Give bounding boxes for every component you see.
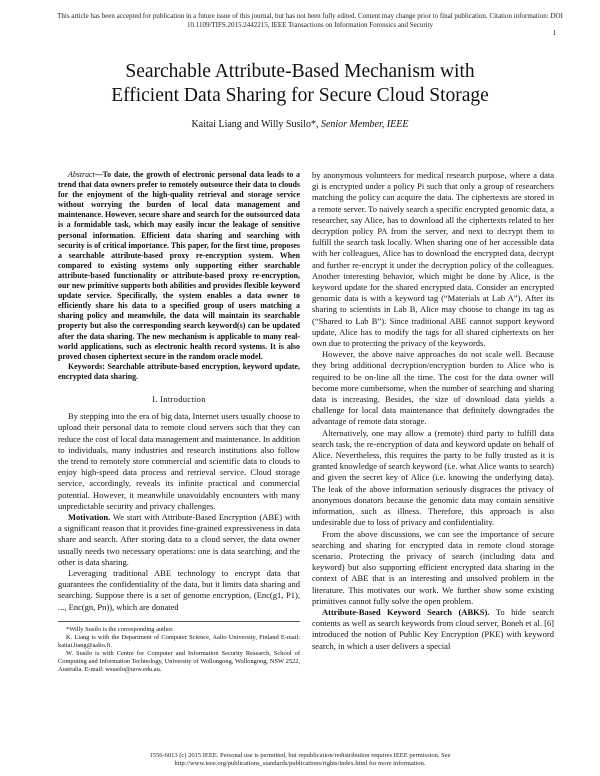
right-column [312, 170, 554, 652]
right-paragraph-2: However, the above naive approaches do not scale well. Because they bring additional decryption/encryption burden to Alice who is required to be on-line all the time. The cost for the data owner will become more cumbersome, when the number of searching and sharing data is increasing. Besides, the size of download data yields a challenge for local data maintenance that definitely downgrades the advantage of remote data storage. [312, 349, 554, 427]
author-line [40, 119, 560, 130]
footer-line-1: 1556-6013 (c) 2015 IEEE. Personal use is permitted, but republication/redistribution requires IEEE permission. See [149, 752, 451, 759]
footnote-liang: K. Liang is with the Department of Computer Science, Aalto University, Finland E-mail: kaitai.liang@aalto.fi. [58, 633, 300, 649]
keywords [58, 362, 300, 382]
motivation-label: Motivation. [68, 512, 111, 522]
left-column [58, 170, 300, 674]
page-number: 1 [552, 29, 556, 37]
author-membership: Senior Member, IEEE [320, 119, 409, 130]
paper-title [40, 60, 560, 108]
footnote-susilo: W. Susilo is with Centre for Computer and Information Security Research, School of Computing and Information Technology, University of Wollongong, Wollongong, NSW 2522, Australia. E-mail: wsusilo@uow.edu.au. [58, 649, 300, 673]
right-paragraph-4: From the above discussions, we can see the importance of secure searching and sharing for encrypted data in remote cloud storage scenario. Protecting the privacy of search (including data and keyword) but also supporting efficient encrypted data sharing in the context of ABE that is an interesting and unsolved problem in the literature. This motivates our work. We further show some existing primitives cannot fully solve the open problem. [312, 528, 554, 606]
abstract-text: —To date, the growth of electronic personal data leads to a trend that data owners prefer to remotely outsource their data to clouds for the enjoyment of the high-quality retrieval and storage service without worrying the burden of local data management and maintenance. However, secure share and search for the outsourced data is a formidable task, which may easily incur the leakage of sensitive personal information. Efficient data sharing and searching with security is of critical importance. This paper, for the first time, proposes a searchable attribute-based proxy re-encryption system. When compared to existing systems only supporting either searchable attribute-based functionality or attribute-based proxy re-encryption, our new primitive supports both abilities and provides flexible keyword update service. Specifically, the system enables a data owner to efficiently share his data to a specified group of users matching a sharing policy and meanwhile, the data will maintain its searchable property but also the corresponding search keyword(s) can be updated after the data sharing. The new mechanism is applicable to many real-world applications, such as electronic health record systems. It is also proved chosen ciphertext secure in the random oracle model. [58, 170, 300, 361]
abstract [58, 170, 300, 362]
abks-paragraph [312, 607, 554, 652]
title-line-1: Searchable Attribute-Based Mechanism with [125, 61, 475, 82]
motivation-paragraph [58, 512, 300, 568]
title-line-2: Efficient Data Sharing for Secure Cloud Storage [111, 85, 489, 106]
keywords-text: Searchable attribute-based encryption, keyword update, encrypted data sharing. [58, 361, 300, 381]
intro-paragraph-1: By stepping into the era of big data, Internet users usually choose to upload their personal data to remote cloud servers such that they can reduce the cost of local data management and maintenance. In addition to individuals, many industries and research institutions also follow the trend to remotely store commercial and scientific data to clouds to enjoy high-speed data process and retrieval service. Cloud storage service, accordingly, reveals its infinite practical and commercial potential. However, it meanwhile unavoidably encounters with many unpredictable security and privacy challenges. [58, 411, 300, 511]
journal-notice: This article has been accepted for publication in a future issue of this journal, but has not been fully edited. Content may change prior to final publication. Citation information: DOI 10.1109/TIFS.2015.2442215, IEEE Transactions on Information Forensics and Security [57, 12, 563, 29]
footer-line-2: http://www.ieee.org/publications_standards/publications/rights/index.html for more information. [174, 760, 426, 767]
motivation-text: We start with Attribute-Based Encryption (ABE) with a significant reason that it provides fine-grained expressiveness in data share and search. After storing data to a cloud server, the data owner usually needs two necessary operations: one is data searching, and the other is data sharing. [58, 512, 300, 567]
keywords-label: Keywords: [68, 361, 105, 371]
author-names: Kaitai Liang and Willy Susilo*, [191, 119, 319, 130]
abks-text: To hide search contents as well as search keywords from cloud server, Boneh et al. [6] introduced the notion of Public Key Encryption (PKE) with keyword search, in which a user delivers a special [312, 606, 554, 651]
right-paragraph-3: Alternatively, one may allow a (remote) third party to fulfill data search task, the re-encryption of data and keyword update on behalf of Alice. Nevertheless, this requires the party to be fully trusted as it is granted knowledge of search keyword (i.e. what Alice wants to search) and given the secret key of Alice (i.e. knowing the underlying data). The leak of the above information seriously disgraces the privacy of anonymous donators because the genomic data may contain sensitive information, such as illness. Therefore, this approach is also undesirable due to loss of privacy and confidentiality. [312, 427, 554, 528]
intro-paragraph-3: Leveraging traditional ABE technology to encrypt data that guarantees the confidentiality of the data, but it limits data sharing and searching. Suppose there is a set of genome encryption, (Enc(g1, P1), ..., Enc(gn, Pn)), which are donated [58, 568, 300, 612]
copyright-footer [40, 752, 560, 768]
footnotes [58, 621, 300, 674]
section-heading: I. Introduction [152, 393, 206, 404]
right-paragraph-1: by anonymous volunteers for medical research purpose, where a data gi is encrypted under a policy Pi such that only a group of researchers matching the policy can acquire the data. The ciphertexts are stored in a remote server. To naively search a specific encrypted genomic data, a researcher, say Alice, has to download all the ciphertexts related to her decryption policy PA from the server, and next to decrypt them to fulfill the search task locally. When sharing one of her accessible data with her colleagues, Alice has to download the encrypted data, decrypt and further re-encrypt it under the decryption policy of the colleagues. Another interesting behavior, which might be done by Alice, is the keyword update for the shared encrypted data. Consider an encrypted genomic data is with a keyword tag (“Materials at Lab A”). After its sharing to scientists in Lab B, Alice may choose to change its tag as (“Shared to Lab B”). Since traditional ABE cannot support keyword update, Alice has to modify the tags for all shared ciphertexts on her own due to protecting the privacy of the keywords. [312, 170, 554, 349]
abks-label: Attribute-Based Keyword Search (ABKS). [322, 606, 490, 617]
footnote-corresponding: *Willy Susilo is the corresponding author. [66, 625, 174, 633]
abstract-label: Abstract [68, 170, 95, 179]
